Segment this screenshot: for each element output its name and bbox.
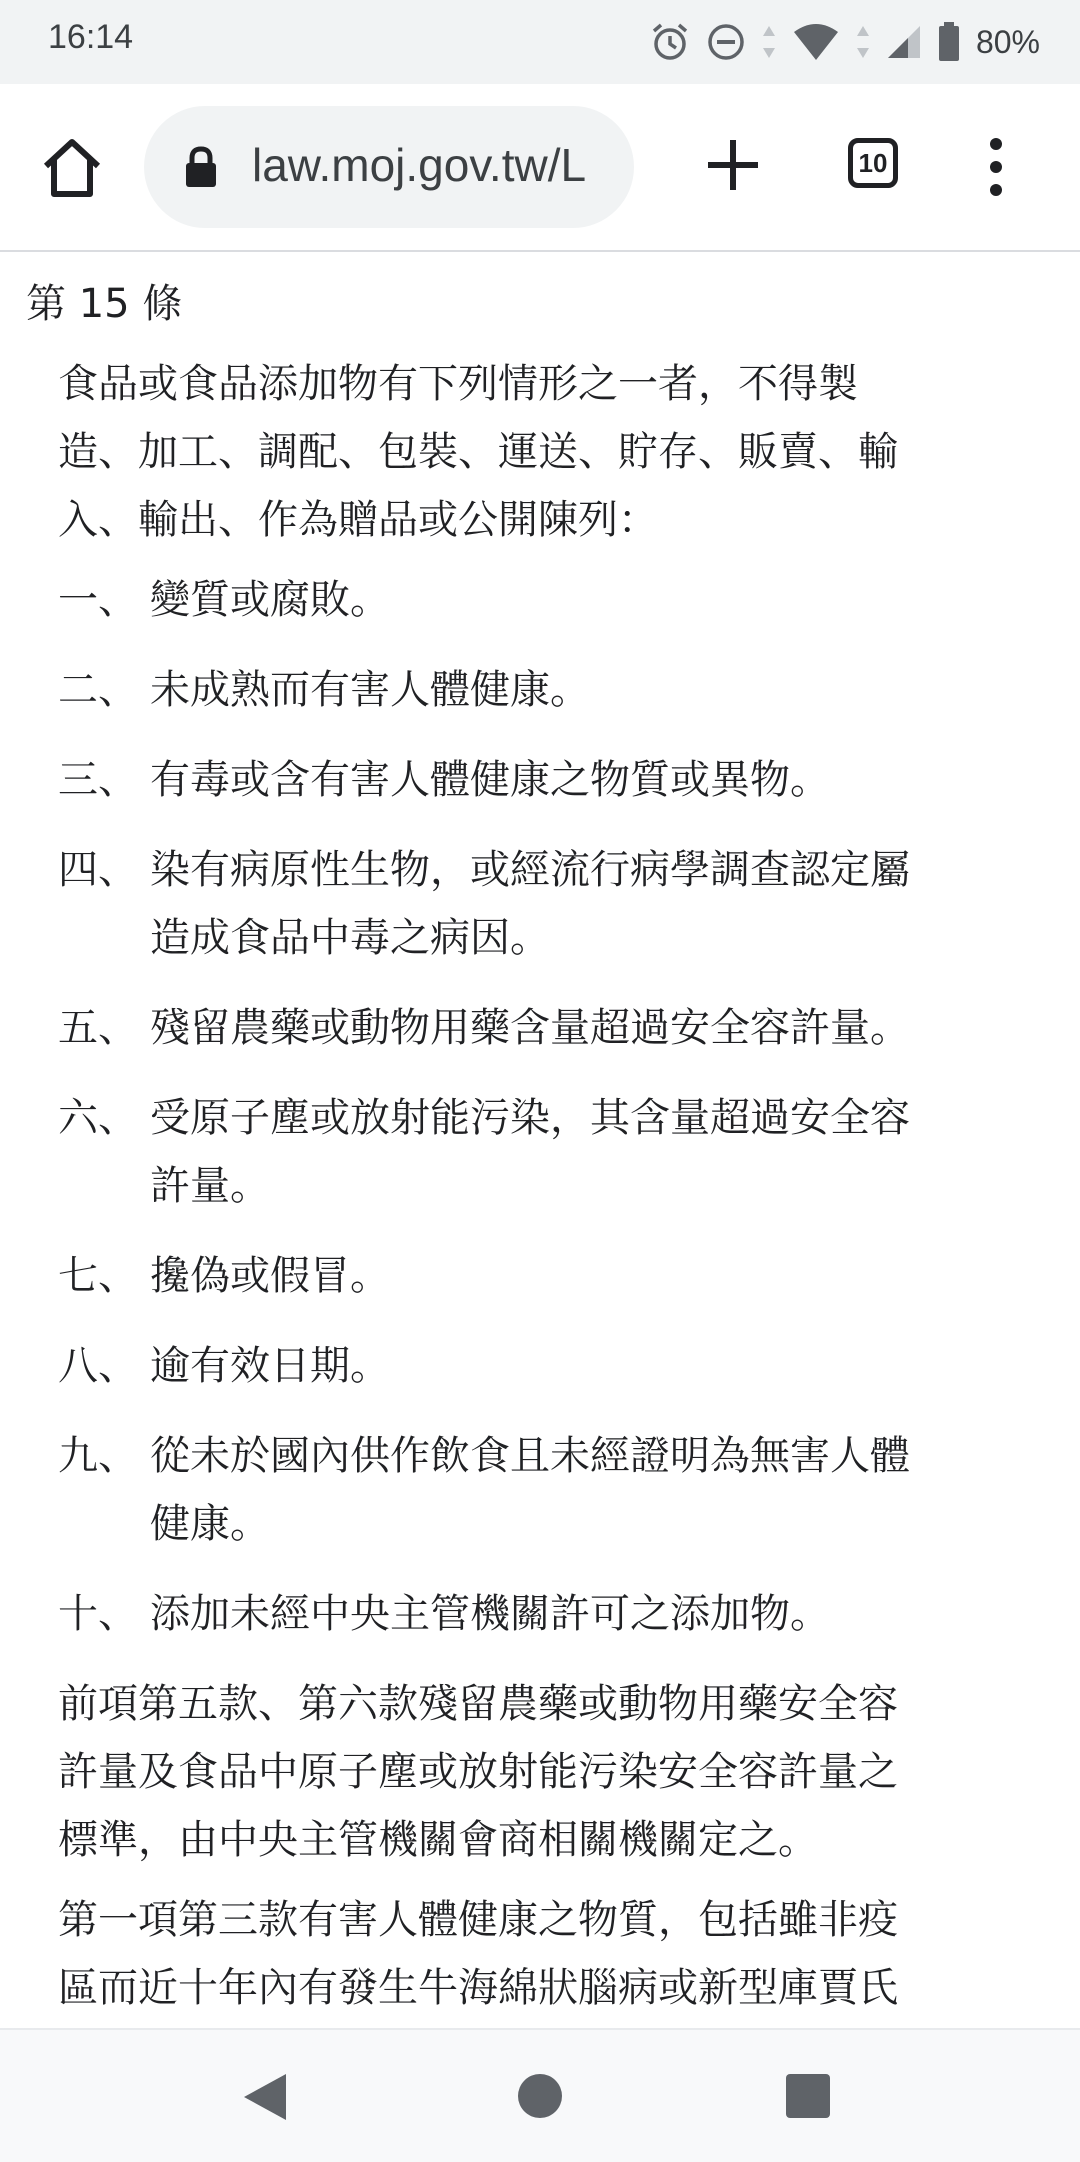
item-line: 造成食品中毒之病因。 xyxy=(150,915,550,961)
url-text: law.moj.gov.tw/L xyxy=(252,139,587,191)
list-item xyxy=(58,994,998,1062)
home-icon[interactable] xyxy=(38,134,106,202)
signal-icon xyxy=(886,24,922,60)
list-item xyxy=(58,836,998,972)
list-item xyxy=(58,1084,998,1220)
data-arrows-icon xyxy=(856,24,870,60)
item-line: 受原子塵或放射能污染，其含量超過安全容 xyxy=(150,1095,910,1141)
text-line: 標準，由中央主管機關會商相關機關定之。 xyxy=(58,1817,818,1863)
text-line: 第一項第三款有害人體健康之物質，包括雖非疫 xyxy=(58,1897,898,1943)
list-item xyxy=(58,1242,998,1310)
dnd-icon xyxy=(706,22,746,62)
back-icon[interactable] xyxy=(242,2072,288,2122)
wifi-icon xyxy=(792,22,840,62)
item-number: 二、 xyxy=(58,667,138,713)
item-line: 攙偽或假冒。 xyxy=(150,1253,390,1299)
item-line: 有毒或含有害人體健康之物質或異物。 xyxy=(150,757,830,803)
list-item xyxy=(58,566,998,634)
list-item xyxy=(58,746,998,814)
item-number: 八、 xyxy=(58,1343,138,1389)
tabs-icon[interactable] xyxy=(848,138,898,188)
list-item xyxy=(58,656,998,724)
paragraph-3 xyxy=(58,1886,998,2022)
more-vert-icon[interactable] xyxy=(976,134,1016,200)
paragraph-2 xyxy=(58,1670,998,1874)
plus-icon[interactable] xyxy=(700,132,766,198)
item-number: 七、 xyxy=(58,1253,138,1299)
battery-icon xyxy=(938,22,960,62)
text-line: 前項第五款、第六款殘留農藥或動物用藥安全容 xyxy=(58,1681,898,1727)
item-number: 四、 xyxy=(58,847,138,893)
item-line: 許量。 xyxy=(150,1163,270,1209)
item-line: 添加未經中央主管機關許可之添加物。 xyxy=(150,1591,830,1637)
article-title: 第 15 條 xyxy=(26,281,183,327)
home-circle-icon[interactable] xyxy=(518,2074,562,2118)
browser-toolbar xyxy=(0,84,1080,252)
list-item xyxy=(58,1422,998,1558)
item-line: 變質或腐敗。 xyxy=(150,577,390,623)
item-line: 從未於國內供作飲食且未經證明為無害人體 xyxy=(150,1433,910,1479)
article-intro xyxy=(58,350,998,554)
text-line: 造、加工、調配、包裝、運送、貯存、販賣、輸 xyxy=(58,429,898,475)
list-item xyxy=(58,1580,998,1648)
status-bar xyxy=(0,0,1080,84)
list-item xyxy=(58,1332,998,1400)
status-time: 16:14 xyxy=(48,18,134,56)
text-line: 許量及食品中原子塵或放射能污染安全容許量之 xyxy=(58,1749,898,1795)
text-line: 區而近十年內有發生牛海綿狀腦病或新型庫賈氏 xyxy=(58,1965,898,2011)
data-arrows-icon xyxy=(762,24,776,60)
lock-icon xyxy=(184,146,218,188)
item-number: 一、 xyxy=(58,577,138,623)
recents-icon[interactable] xyxy=(786,2074,830,2118)
system-nav-bar xyxy=(0,2028,1080,2162)
item-number: 六、 xyxy=(58,1095,138,1141)
battery-percent: 80% xyxy=(975,23,1040,60)
item-number: 五、 xyxy=(58,1005,138,1051)
text-line: 食品或食品添加物有下列情形之一者，不得製 xyxy=(58,361,858,407)
text-line: 入、輸出、作為贈品或公開陳列： xyxy=(58,497,658,543)
item-line: 殘留農藥或動物用藥含量超過安全容許量。 xyxy=(150,1005,910,1051)
page-content xyxy=(0,252,1080,2028)
item-line: 未成熟而有害人體健康。 xyxy=(150,667,590,713)
url-bar[interactable] xyxy=(144,106,634,228)
tab-count: 10 xyxy=(858,147,888,178)
item-number: 十、 xyxy=(58,1591,138,1637)
item-number: 三、 xyxy=(58,757,138,803)
status-icons xyxy=(650,20,1040,64)
item-line: 逾有效日期。 xyxy=(150,1343,390,1389)
item-number: 九、 xyxy=(58,1433,138,1479)
item-line: 健康。 xyxy=(150,1501,270,1547)
alarm-icon xyxy=(650,22,690,62)
item-line: 染有病原性生物，或經流行病學調查認定屬 xyxy=(150,847,910,893)
